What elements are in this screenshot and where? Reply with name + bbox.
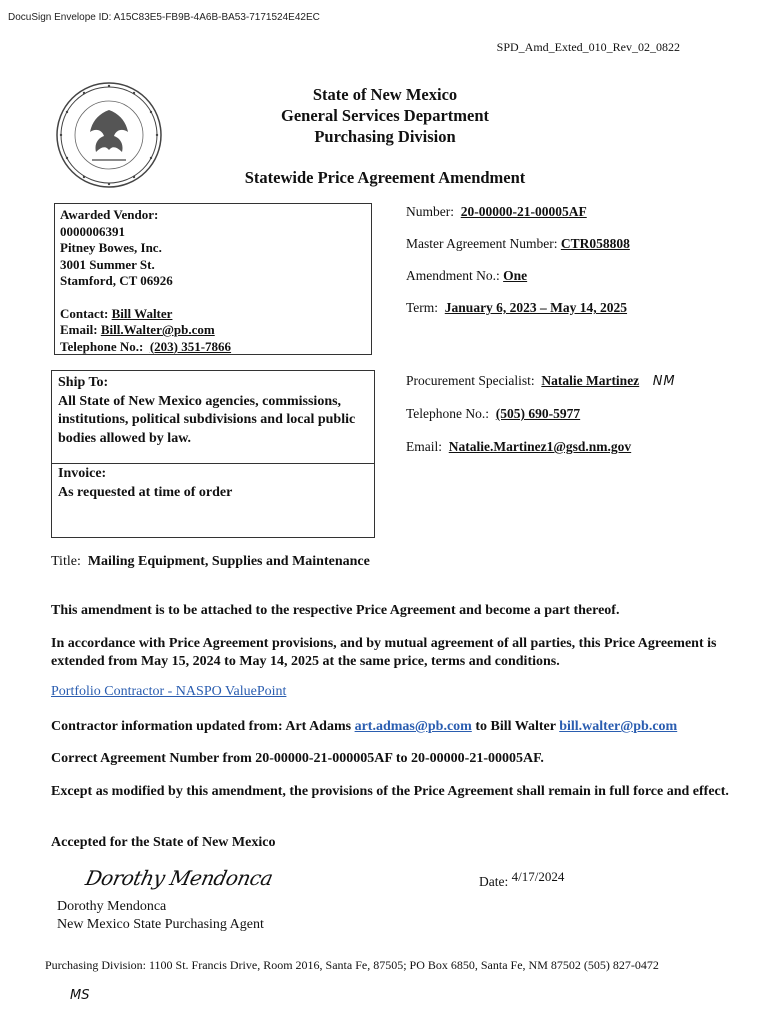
naspo-link[interactable]: Portfolio Contractor - NASPO ValuePoint <box>51 684 287 699</box>
header-state: State of New Mexico <box>312 85 458 104</box>
accepted-statement: Accepted for the State of New Mexico <box>51 835 276 850</box>
document-header <box>200 84 570 147</box>
procurement-specialist: Procurement Specialist: Natalie Martinez NM <box>406 373 676 389</box>
vendor-label: Awarded Vendor: <box>60 207 159 222</box>
bottom-initials: MS <box>70 988 90 1003</box>
paragraph-contractor-update: Contractor information updated from: Art Adams art.admas@pb.com to Bill Walter bill.walter@pb.com <box>51 719 678 734</box>
agreement-term: Term: January 6, 2023 – May 14, 2025 <box>406 300 628 315</box>
header-division: Purchasing Division <box>314 127 456 146</box>
new-contact-email-link[interactable]: bill.walter@pb.com <box>559 719 678 734</box>
agreement-number: Number: 20-00000-21-00005AF <box>406 204 587 219</box>
specialist-phone: Telephone No.: (505) 690-5977 <box>406 406 581 421</box>
document-reference: SPD_Amd_Exted_010_Rev_02_0822 <box>496 40 680 54</box>
ship-to <box>58 374 374 448</box>
vendor-box <box>54 203 372 355</box>
signer-name: Dorothy Mendonca <box>57 899 167 914</box>
invoice-label: Invoice: <box>58 466 107 481</box>
specialist-initials: NM <box>652 374 676 389</box>
document-title: Statewide Price Agreement Amendment <box>244 168 526 187</box>
paragraph-attach: This amendment is to be attached to the respective Price Agreement and become a part thereof. <box>51 603 620 618</box>
signer-title: New Mexico State Purchasing Agent <box>57 917 264 932</box>
master-agreement-number: Master Agreement Number: CTR058808 <box>406 236 630 251</box>
paragraph-full-force: Except as modified by this amendment, the provisions of the Price Agreement shall remain in full force and effect. <box>51 784 729 799</box>
signer-block <box>57 898 264 934</box>
agreement-title: Title: Mailing Equipment, Supplies and Maintenance <box>51 554 370 569</box>
vendor-phone: Telephone No.: (203) 351-7866 <box>60 338 232 354</box>
ship-to-label: Ship To: <box>58 375 109 390</box>
ship-invoice-box <box>51 370 375 538</box>
paragraph-extension: In accordance with Price Agreement provisions, and by mutual agreement of all parties, this Price Agreement is extended from May 15, 2024 to May 14, 2025 at the same price, terms and conditions. <box>51 636 717 669</box>
ship-to-text: All State of New Mexico agencies, commissions, institutions, political subdivisions and local public bodies allowed by law. <box>58 393 356 446</box>
invoice <box>58 465 232 502</box>
invoice-text: As requested at time of order <box>58 484 233 500</box>
vendor-street: 3001 Summer St. <box>60 256 155 272</box>
footer-address: Purchasing Division: 1100 St. Francis Drive, Room 2016, Santa Fe, 87505; PO Box 6850, Santa Fe, NM 87502 (505) 827-0472 <box>45 958 659 972</box>
vendor-name: Pitney Bowes, Inc. <box>60 240 162 255</box>
vendor-id: 0000006391 <box>60 223 125 239</box>
signature-date: Date: 4/17/2024 <box>479 869 565 889</box>
vendor-contact: Contact: Bill Walter <box>60 305 173 321</box>
vendor-email: Email: Bill.Walter@pb.com <box>60 322 215 337</box>
old-contact-email-link[interactable]: art.admas@pb.com <box>354 719 472 734</box>
vendor-city: Stamford, CT 06926 <box>60 273 173 288</box>
state-seal-icon <box>54 80 164 190</box>
paragraph-agreement-correction: Correct Agreement Number from 20-00000-21-000005AF to 20-00000-21-00005AF. <box>51 751 544 766</box>
envelope-id: DocuSign Envelope ID: A15C83E5-FB9B-4A6B-BA53-7171524E42EC <box>8 12 320 23</box>
amendment-number: Amendment No.: One <box>406 268 528 283</box>
header-department: General Services Department <box>280 106 489 125</box>
specialist-email: Email: Natalie.Martinez1@gsd.nm.gov <box>406 439 632 454</box>
signature: Dorothy Mendonca <box>83 866 275 890</box>
